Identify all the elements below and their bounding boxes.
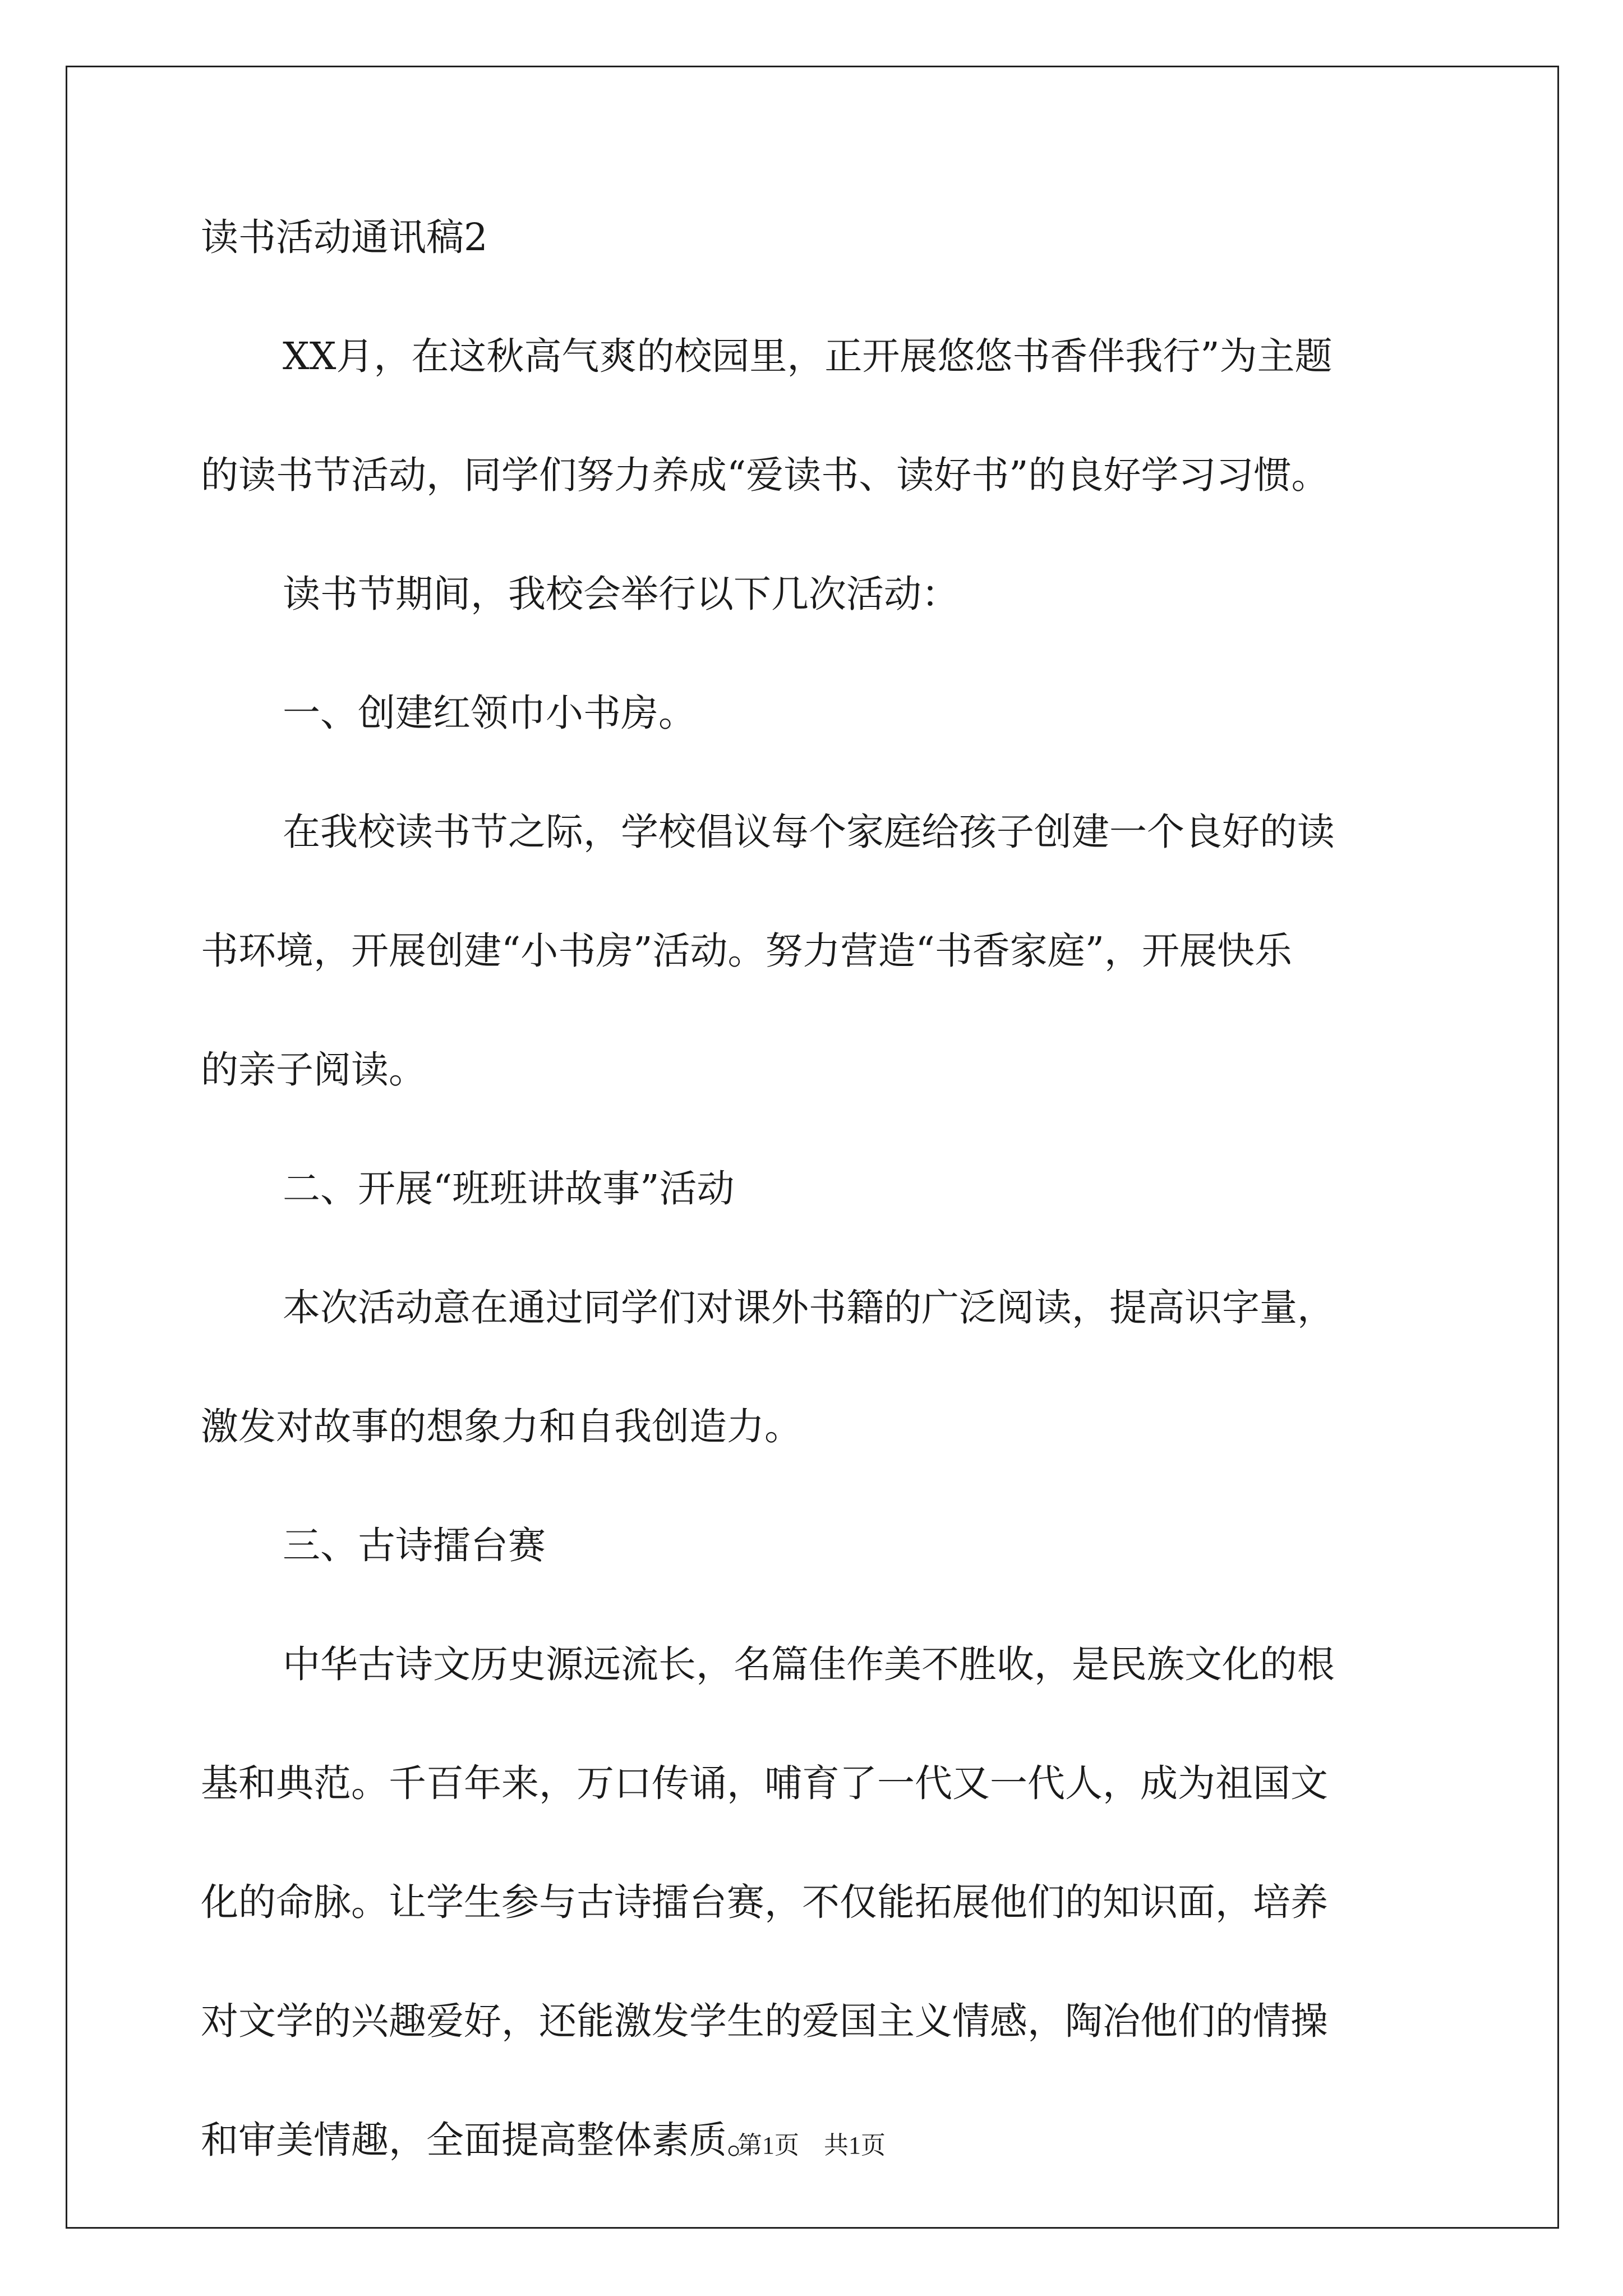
text-line: 读书节期间，我校会举行以下几次活动： xyxy=(283,572,959,616)
page-footer: 第1页 共1页 xyxy=(737,2132,886,2159)
document-title: 读书活动通讯稿2 xyxy=(201,215,488,259)
text-line: 和审美情趣，全面提高整体素质。 xyxy=(201,2118,764,2162)
text-line: 基和典范。千百年来，万口传诵，哺育了一代又一代人，成为祖国文 xyxy=(201,1761,1328,1805)
text-line: 的读书节活动，同学们努力养成“爱读书、读好书”的良好学习习惯。 xyxy=(201,453,1329,497)
text-line: 本次活动意在通过同学们对课外书籍的广泛阅读，提高识字量， xyxy=(283,1286,1335,1329)
text-line: 的亲子阅读。 xyxy=(201,1048,426,1092)
text-line: 中华古诗文历史源远流长，名篇佳作美不胜收，是民族文化的根 xyxy=(283,1642,1335,1686)
text-line: 激发对故事的想象力和自我创造力。 xyxy=(201,1405,802,1448)
text-line: 对文学的兴趣爱好，还能激发学生的爱国主义情感，陶冶他们的情操 xyxy=(201,1999,1328,2043)
document-body xyxy=(201,215,1429,2162)
text-line: 书环境，开展创建“小书房”活动。努力营造“书香家庭”，开展快乐 xyxy=(201,929,1293,973)
text-line: 二、开展“班班讲故事”活动 xyxy=(283,1167,735,1211)
text-line: 化的命脉。让学生参与古诗擂台赛，不仅能拓展他们的知识面，培养 xyxy=(201,1880,1328,1924)
text-line: 一、创建红领巾小书房。 xyxy=(283,691,696,735)
paragraphs xyxy=(201,334,1429,2162)
text-line: XX月，在这秋高气爽的校园里，正开展悠悠书香伴我行”为主题 xyxy=(283,334,1332,378)
text-line: 在我校读书节之际，学校倡议每个家庭给孩子创建一个良好的读 xyxy=(283,810,1335,854)
text-line: 三、古诗擂台赛 xyxy=(283,1524,546,1567)
